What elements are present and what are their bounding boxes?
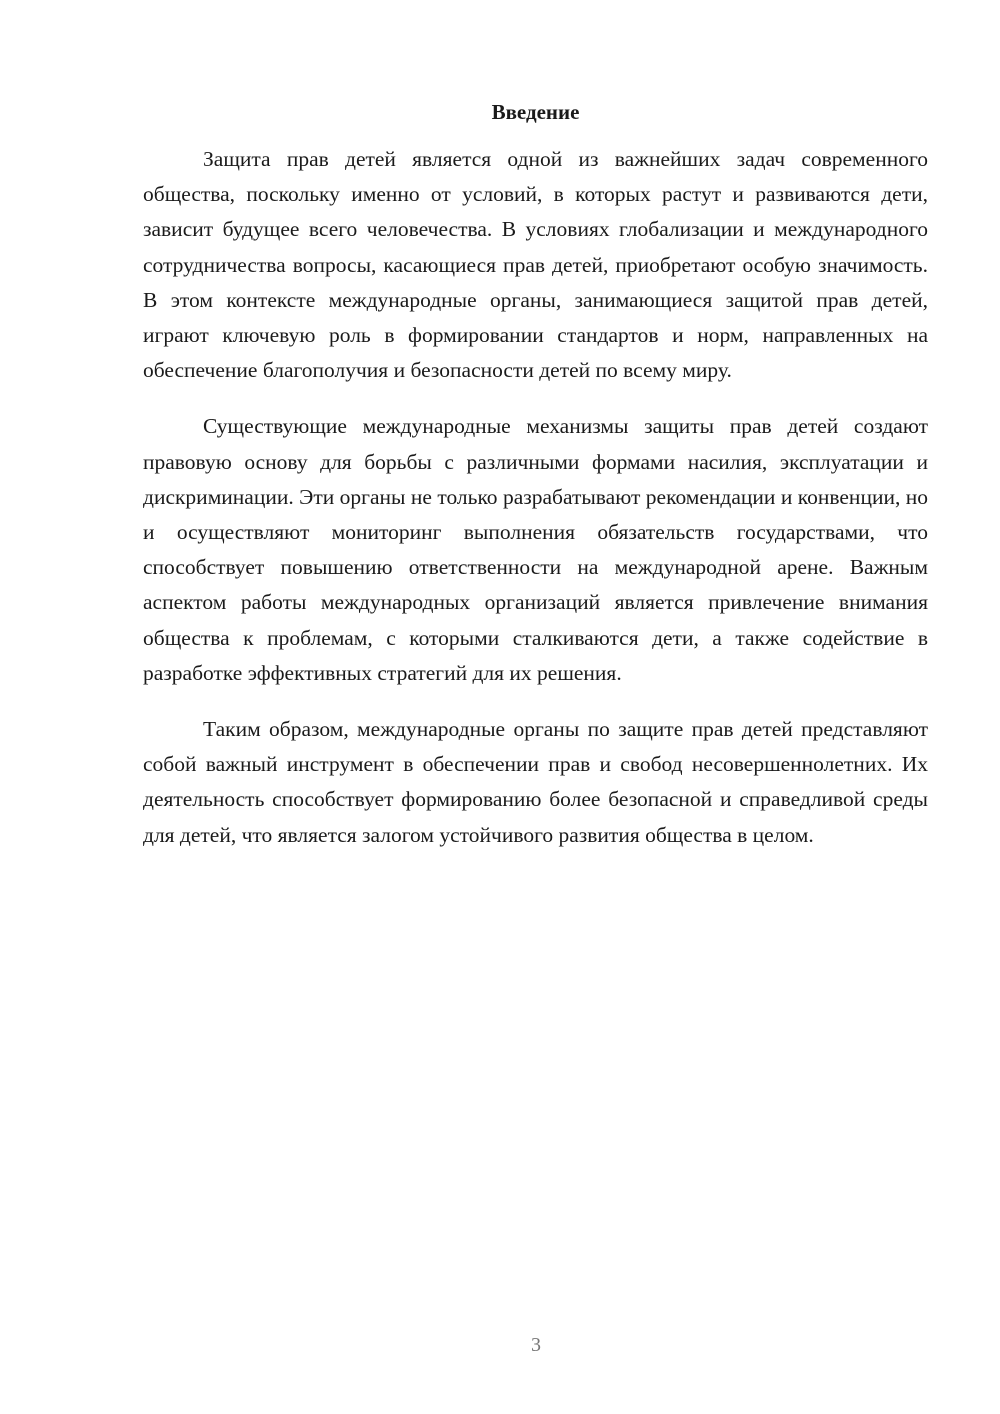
- paragraph-3: Таким образом, международные органы по защите прав детей представляют собой важный инструмент в обеспечении прав и свобод несовершеннолетних. Их деятельность способствует формированию более безопасной и справедливой среды для детей, что является залогом устойчивого развития общества в целом.: [143, 717, 928, 847]
- body-text: [143, 142, 928, 874]
- paragraph-2: Существующие международные механизмы защиты прав детей создают правовую основу для борьбы с различными формами насилия, эксплуатации и дискриминации. Эти органы не только разрабатывают рекомендации и конвенции, но и осуществляют мониторинг выполнения обязательств государствами, что способствует повышению ответственности на международной арене. Важным аспектом работы международных организаций является привлечение внимания общества к проблемам, с которыми сталкиваются дети, а также содействие в разработке эффективных стратегий для их решения.: [143, 414, 928, 685]
- paragraph-1: Защита прав детей является одной из важнейших задач современного общества, поскольку именно от условий, в которых растут и развиваются дети, зависит будущее всего человечества. В условиях глобализации и международного сотрудничества вопросы, касающиеся прав детей, приобретают особую значимость. В этом контексте международные органы, занимающиеся защитой прав детей, играют ключевую роль в формировании стандартов и норм, направленных на обеспечение благополучия и безопасности детей по всему миру.: [143, 147, 928, 383]
- section-heading: Введение: [491, 100, 580, 124]
- page-number: 3: [531, 1334, 541, 1356]
